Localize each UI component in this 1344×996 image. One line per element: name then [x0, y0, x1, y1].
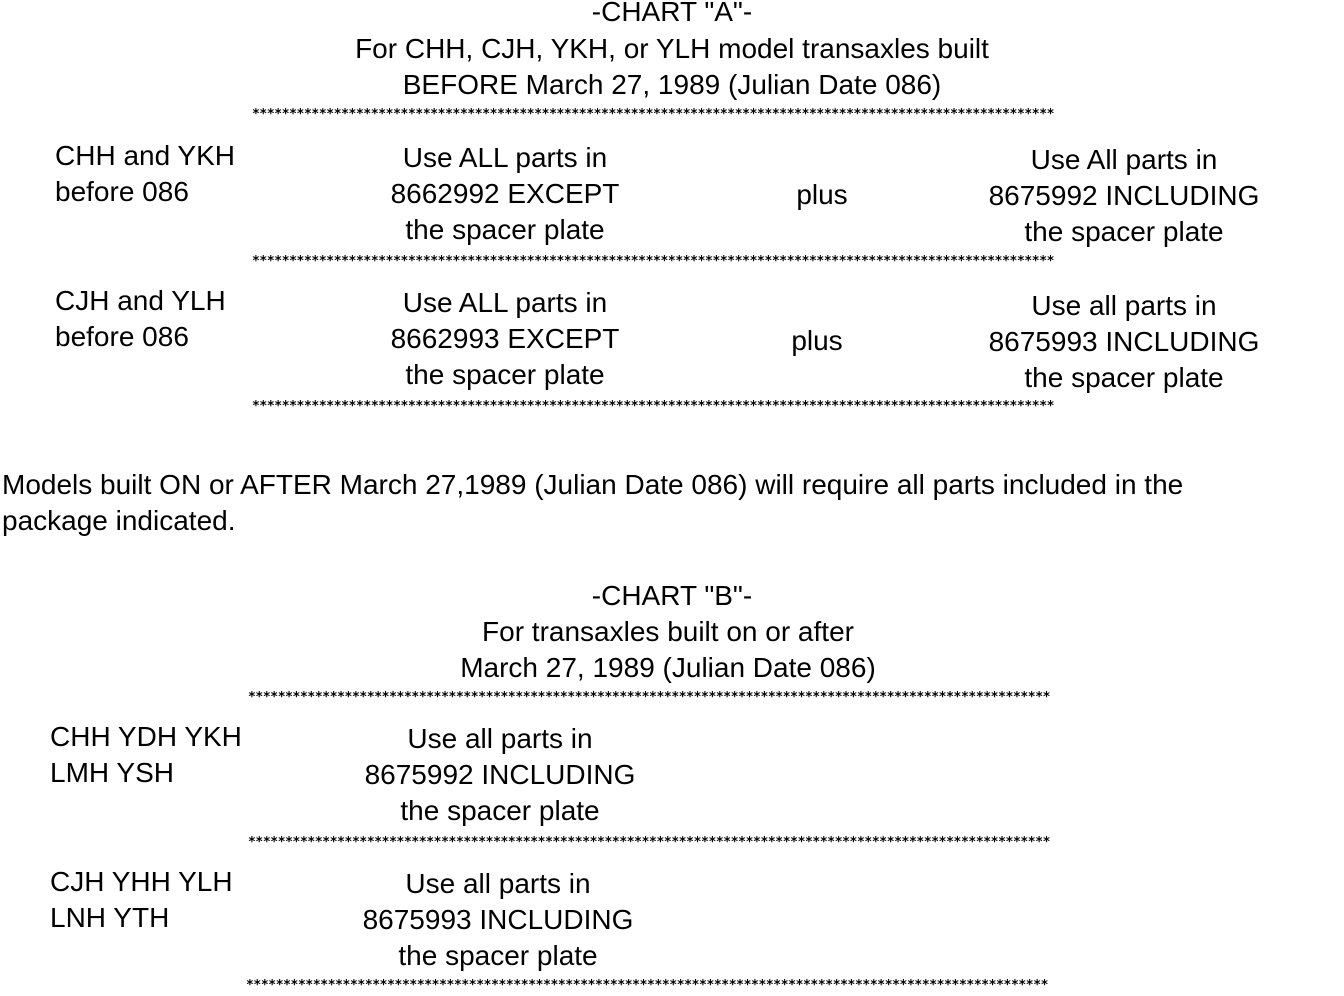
separator: ************************************************************************************************************: [252, 254, 1055, 269]
parts-line: 8675992 INCLUDING: [364, 759, 636, 790]
chart-a-row1-left-parts: [305, 140, 705, 248]
parts-line: the spacer plate: [400, 795, 600, 826]
parts-line: Use ALL parts in: [402, 142, 608, 173]
parts-line: 8675993 INCLUDING: [988, 326, 1260, 357]
chart-a-row1-models: [55, 138, 235, 210]
model-line: CHH YDH YKH: [50, 721, 242, 752]
model-line: LNH YTH: [50, 902, 170, 933]
parts-line: 8675993 INCLUDING: [362, 904, 634, 935]
chart-b-row1-models: [50, 719, 242, 791]
parts-line: 8675992 INCLUDING: [988, 180, 1260, 211]
separator: ************************************************************************************************************: [246, 978, 1049, 993]
chart-b-row2-parts: [298, 866, 698, 974]
parts-line: Use ALL parts in: [402, 287, 608, 318]
chart-a-title: -CHART "A"-: [591, 0, 753, 27]
parts-line: 8662992 EXCEPT: [390, 178, 620, 209]
parts-line: the spacer plate: [398, 940, 598, 971]
model-line: CJH and YLH: [55, 285, 226, 316]
parts-line: 8662993 EXCEPT: [390, 323, 620, 354]
separator: ************************************************************************************************************: [248, 835, 1051, 850]
separator: ************************************************************************************************************: [252, 107, 1055, 122]
chart-a-row1-joiner: plus: [796, 179, 848, 210]
separator: ************************************************************************************************************: [252, 399, 1055, 414]
parts-line: the spacer plate: [405, 359, 605, 390]
model-line: before 086: [55, 176, 189, 207]
parts-line: Use all parts in: [407, 723, 593, 754]
chart-a-subtitle-line2: BEFORE March 27, 1989 (Julian Date 086): [402, 69, 942, 100]
chart-b-row2-models: [50, 864, 233, 936]
separator: ************************************************************************************************************: [248, 690, 1051, 705]
chart-a-row2-models: [55, 283, 226, 355]
chart-b-subtitle-line1: For transaxles built on or after: [482, 616, 854, 647]
parts-line: the spacer plate: [405, 214, 605, 245]
chart-b-subtitle-line2: March 27, 1989 (Julian Date 086): [460, 652, 876, 683]
chart-a-subtitle-line1: For CHH, CJH, YKH, or YLH model transaxles built: [355, 33, 989, 64]
model-line: CJH YHH YLH: [50, 866, 233, 897]
note-line2: package indicated.: [2, 505, 236, 536]
parts-line: the spacer plate: [1024, 362, 1224, 393]
model-line: before 086: [55, 321, 189, 352]
model-line: LMH YSH: [50, 757, 174, 788]
parts-line: Use all parts in: [405, 868, 591, 899]
chart-b-row1-parts: [300, 721, 700, 829]
chart-a-row1-right-parts: [924, 142, 1324, 250]
chart-a-row2-left-parts: [305, 285, 705, 393]
parts-line: Use all parts in: [1031, 290, 1217, 321]
note-line1: Models built ON or AFTER March 27,1989 (Julian Date 086) will require all parts included in the: [2, 469, 1184, 500]
chart-b-title: -CHART "B"-: [591, 580, 753, 611]
model-line: CHH and YKH: [55, 140, 236, 171]
parts-line: Use All parts in: [1030, 144, 1218, 175]
chart-a-row2-right-parts: [924, 288, 1324, 396]
chart-a-row2-joiner: plus: [791, 325, 843, 356]
parts-line: the spacer plate: [1024, 216, 1224, 247]
